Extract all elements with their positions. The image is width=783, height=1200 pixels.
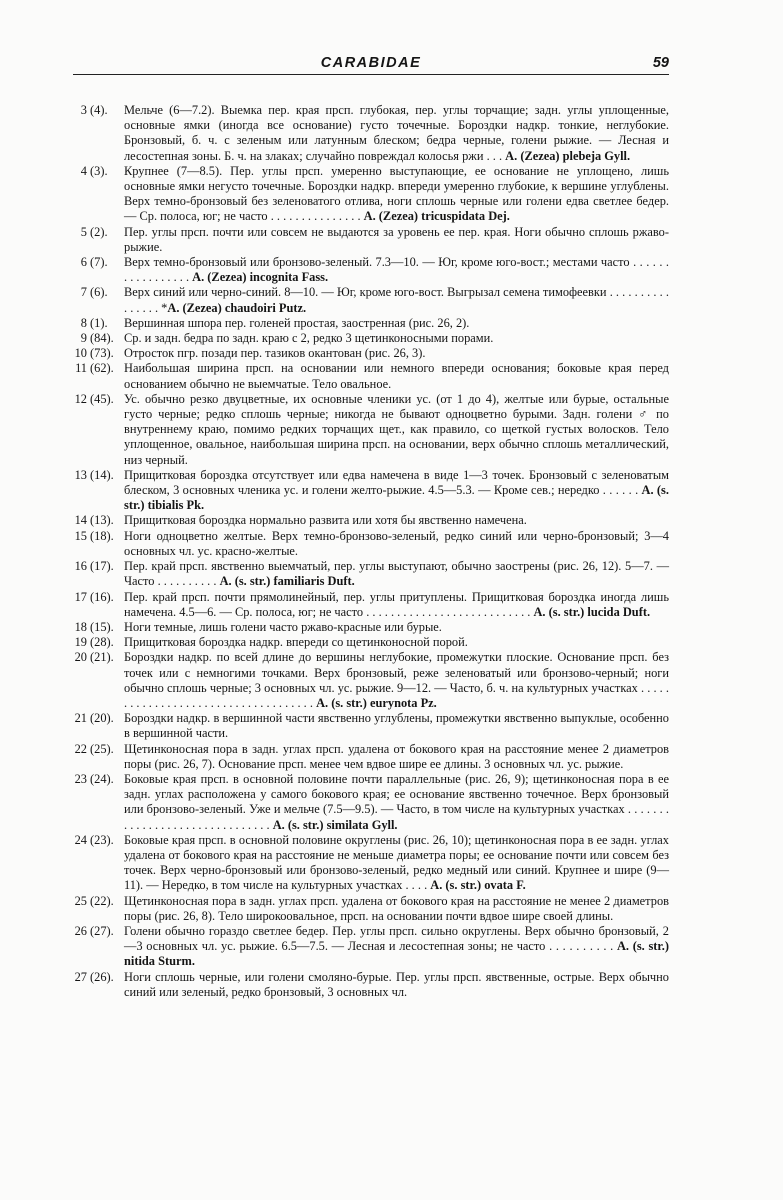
running-title: CARABIDAE [320,55,422,71]
entry-text: Пер. углы прсп. почти или совсем не выдаются за уровень ее пер. края. Ноги обычно сплошь ржаво-рыжие. [124,224,669,254]
entry-number: 12 [74,391,87,406]
entry-number: 26 [74,923,87,938]
entry-text: Крупнее (7—8.5). Пер. углы прсп. умеренно выступающие, ее основание не уплощено, лишь основные ямки негусто точечные. Бороздки надкр. впереди умеренно глубокие, к вершине углублены. Верх темно-бронзовый без зеленоватого отлива, ноги сплошь черные или голени едва светлее бедер. — Ср. полоса, юг; не часто . . . . . . . . . . . . . . . [124,163,669,224]
entry-number: 24 [74,832,87,847]
entry-reference: (3). [90,163,108,178]
key-entry [73,103,669,164]
key-entry [73,635,669,650]
entry-text: Щетинконосная пора в задн. углах прсп. удалена от бокового края на расстояние не менее 2 диаметров поры (рис. 26, 8). Тело широкоовальное, прсп. на основании почти вдвое шире своей длины. [124,893,669,923]
entry-text: Бороздки надкр. по всей длине до вершины неглубокие, промежутки плоские. Основание прсп. без точек или с немногими точками. Верх бронзовый, реже зеленоватый или бронзово-черный; ноги обычно сплошь черные; 3 основных чл. ус. рыжие. 9—12. — Часто, б. ч. на культурных участках . . . . . . . . . . . . . . . . . . . . . . . . . . . . . . . . . . . . [124,650,669,710]
entry-text: Мельче (6—7.2). Выемка пер. края прсп. глубокая, пер. углы торчащие; задн. углы уплощенные, основные ямки (иногда все основание) густо точечные. Бороздки надкр. тонкие, неглубокие. Бронзовый, б. ч. с зеленым или латунным блеском; бедра черные, голени рыжие. — Лесная и лесостепная зоны. Б. ч. на злаках; случайно повреждал колосья ржи . . . [124,103,669,163]
entry-text: Верх синий или черно-синий. 8—10. — Юг, кроме юго-вост. Выгрызал семена тимофеевки . . . . . . . . . . . . . . . . * [124,285,669,315]
key-entry [73,392,669,468]
key-entry [73,468,669,514]
entry-number: 21 [74,711,87,726]
page-number: 59 [652,55,669,71]
key-entry [73,711,669,741]
entry-text: Верх темно-бронзовый или бронзово-зеленый. 7.3—10. — Юг, кроме юго-вост.; местами часто . . . . . . . . . . . . . . . . . [124,255,669,285]
taxon-name: A. (s. str.) familiaris Duft. [219,574,355,589]
entry-reference: (15). [90,619,114,634]
entry-number: 14 [74,513,87,528]
entry-text: Ср. и задн. бедра по задн. краю с 2, редко 3 щетинконосными порами. [124,331,494,346]
entry-number: 18 [74,619,87,634]
key-entry [73,924,669,970]
entry-number: 15 [74,528,87,543]
entry-number: 17 [74,589,87,604]
taxon-name: A. (s. str.) eurynota Pz. [316,695,437,710]
entry-text: Ноги темные, лишь голени часто ржаво-красные или бурые. [124,619,442,634]
entry-reference: (28). [90,635,114,650]
page-header [73,52,669,75]
key-entry [73,833,669,894]
key-entry [73,513,669,528]
entry-reference: (2). [90,224,108,239]
taxon-name: A. (s. str.) lucida Duft. [533,604,651,619]
entry-text: Боковые края прсп. в основной половине округлены (рис. 26, 10); щетинконосная пора в ее задн. углах удалена от бокового края на расстояние не меньше диаметра поры; ее основание почти или совсем без точек. Верх черно-бронзовый или бронзово-зеленый, редко медный или синий. Крупнее и шире (9—11). — Нередко, в том числе на культурных участках . . . . [124,832,669,893]
entry-text: Пер. край прсп. почти прямолинейный, пер. углы притуплены. Прищитковая бороздка иногда лишь намечена. 4.5—6. — Ср. полоса, юг; не часто . . . . . . . . . . . . . . . . . . . . . . . . . . . [124,589,669,619]
entry-reference: (25). [90,741,114,756]
entry-number: 23 [74,771,87,786]
key-entry [73,331,669,346]
entry-text: Боковые края прсп. в основной половине почти параллельные (рис. 26, 9); щетинконосная пора в ее задн. углах расположена у самого бокового края; ее основание явственно точечное. Верх бронзовый или бронзово-зеленый. Уже и мельче (7.5—9.5). — Часто, в том числе на культурных участках . . . . . . . . . . . . . . . . . . . . . . . . . . . . . . . [124,771,669,832]
entry-text: Щетинконосная пора в задн. углах прсп. удалена от бокового края на расстояние менее 2 диаметров поры (рис. 26, 7). Основание прсп. менее чем вдвое шире ее длины. 3 основных чл. ус. рыжие. [124,741,669,771]
key-entry [73,225,669,255]
entry-text: Прищитковая бороздка надкр. впереди со щетинконосной порой. [124,635,468,650]
key-entry [73,772,669,833]
taxon-name: A. (s. str.) nitida Sturm. [124,939,669,969]
entry-text: Голени обычно гораздо светлее бедер. Пер. углы прсп. сильно округлены. Верх обычно бронзовый, 2—3 основных чл. ус. рыжие. 6.5—7.5. — Лесная и лесостепная зоны; не часто . . . . . . . . . . [124,923,669,954]
entry-reference: (21). [90,650,114,665]
entry-number: 19 [74,635,87,650]
entry-text: Бороздки надкр. в вершинной части явственно углублены, промежутки явственно выпуклые, особенно в вершинной части. [124,711,669,741]
entry-number: 5 [80,224,87,239]
entry-text: Ноги одноцветно желтые. Верх темно-бронзово-зеленый, редко синий или черно-бронзовый; 3—4 основных чл. ус. красно-желтые. [124,528,669,558]
entry-text: Наибольшая ширина прсп. на основании или немного впереди основания; боковые края перед основанием обычно не выемчатые. Тело овальное. [124,361,669,391]
entry-text: Прищитковая бороздка отсутствует или едва намечена в виде 1—3 точек. Бронзовый с зеленоватым блеском, 3 основных членика ус. и голени желто-рыжие. 4.5—5.3. — Кроме сев.; нередко . . . . . . [124,467,669,498]
entry-number: 10 [74,346,87,361]
key-entry [73,255,669,285]
taxon-name: A. (s. str.) tibialis Pk. [124,483,669,513]
entry-number: 6 [80,255,87,270]
taxon-name: A. (Zezea) plebeja Gyll. [505,148,631,163]
entry-reference: (14). [90,467,114,482]
entry-text: Ноги сплошь черные, или голени смоляно-бурые. Пер. углы прсп. явственные, острые. Верх обычно синий или зеленый, редко бронзовый, 3 основных чл. [124,969,669,999]
entry-reference: (18). [90,528,114,543]
key-entry [73,590,669,620]
entry-number: 7 [80,285,87,300]
key-entry [73,970,669,1000]
entry-reference: (24). [90,771,114,786]
key-entry [73,361,669,391]
entry-number: 22 [74,741,87,756]
key-entry [73,742,669,772]
entry-reference: (13). [90,513,114,528]
taxon-name: A. (Zezea) incognita Fass. [192,270,329,285]
entry-number: 16 [74,559,87,574]
key-entry [73,285,669,315]
entry-reference: (4). [90,103,108,117]
taxon-name: A. (Zezea) tricuspidata Dej. [363,209,510,224]
key-entry [73,620,669,635]
entry-text: Ус. обычно резко двуцветные, их основные членики ус. (от 1 до 4), желтые или бурые, остальные густо черные; редко сплошь черные; никогда не бывают одноцветно бурыми. Задн. голени ♂ по внутреннему краю, помимо редких торчащих щет., как правило, со щеткой густых волосков. Тело уплощенное, овальное, наибольшая ширина прсп. на основании, верх обычно сплошь металлический, низ черный. [124,391,669,467]
entry-number: 20 [74,650,87,665]
entry-reference: (22). [90,893,114,908]
entry-number: 3 [80,103,87,117]
key-entry [73,164,669,225]
entry-reference: (6). [90,285,108,300]
entry-reference: (62). [90,361,114,376]
identification-key [73,103,669,1000]
entry-reference: (73). [90,346,114,361]
taxon-name: A. (s. str.) similata Gyll. [272,817,398,832]
entry-reference: (84). [90,331,114,346]
key-entry [73,559,669,589]
entry-number: 4 [80,163,87,178]
key-entry [73,529,669,559]
entry-reference: (17). [90,559,114,574]
entry-reference: (45). [90,391,114,406]
entry-text: Пер. край прсп. явственно выемчатый, пер. углы выступают, обычно заострены (рис. 26, 12). 5—7. — Часто . . . . . . . . . . [124,559,669,589]
entry-number: 8 [80,315,87,330]
entry-number: 11 [75,361,87,376]
taxon-name: A. (s. str.) ovata F. [430,878,526,893]
entry-number: 25 [74,893,87,908]
entry-number: 27 [74,969,87,984]
entry-text: Прищитковая бороздка нормально развита или хотя бы явственно намечена. [124,513,527,528]
entry-reference: (1). [90,315,108,330]
entry-reference: (20). [90,711,114,726]
entry-number: 13 [74,467,87,482]
key-entry [73,316,669,331]
entry-reference: (7). [90,255,108,270]
entry-reference: (26). [90,969,114,984]
key-entry [73,650,669,711]
entry-text: Вершинная шпора пер. голеней простая, заостренная (рис. 26, 2). [124,315,470,330]
entry-reference: (23). [90,832,114,847]
entry-text: Отросток пгр. позади пер. тазиков окантован (рис. 26, 3). [124,346,426,361]
taxon-name: A. (Zezea) chaudoiri Putz. [167,300,307,315]
entry-reference: (16). [90,589,114,604]
entry-reference: (27). [90,923,114,938]
key-entry [73,894,669,924]
entry-number: 9 [80,331,87,346]
key-entry [73,346,669,361]
